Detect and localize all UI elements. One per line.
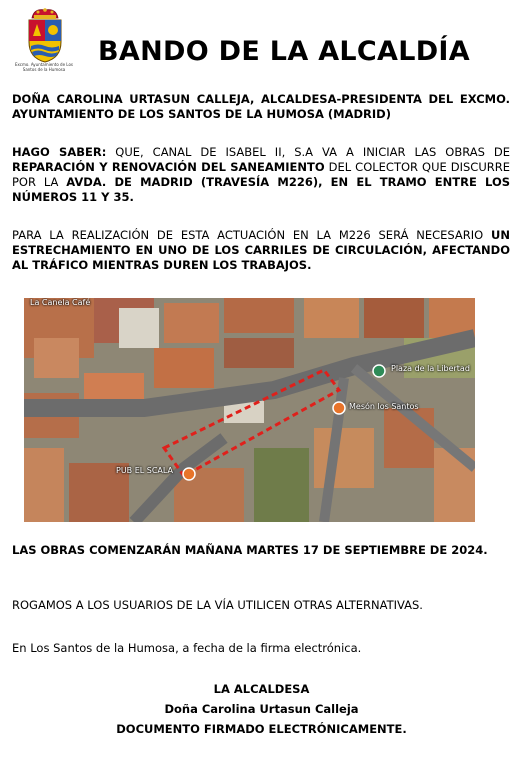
map-label-meson: Mesón los Santos xyxy=(349,402,419,411)
map-label-cafe: La Canela Café xyxy=(30,298,91,307)
signature-name: Doña Carolina Urtasun Calleja xyxy=(164,702,359,716)
notice-paragraph xyxy=(12,145,510,205)
restriction-bold: UN ESTRECHAMIENTO EN UNO DE LOS CARRILES DE CIRCULACIÓN, AFECTANDO AL TRÁFICO MIENTRAS DUREN LOS TRABAJOS. xyxy=(12,228,510,272)
notice-bold-2: AVDA. DE MADRID (TRAVESÍA M226), EN EL TRAMO ENTRE LOS NÚMEROS 11 Y 35. xyxy=(12,175,511,204)
request-paragraph: ROGAMOS A LOS USUARIOS DE LA VÍA UTILICEN OTRAS ALTERNATIVAS. xyxy=(12,598,423,612)
notice-bold-1: REPARACIÓN Y RENOVACIÓN DEL SANEAMIENTO xyxy=(12,160,325,174)
map-label-plaza: Plaza de la Libertad xyxy=(391,364,470,373)
municipal-crest-icon xyxy=(22,6,68,70)
signature-role: LA ALCALDESA xyxy=(213,682,310,696)
restriction-text: PARA LA REALIZACIÓN DE ESTA ACTUACIÓN EN LA M226 SERÁ NECESARIO xyxy=(12,228,492,242)
start-date-paragraph: LAS OBRAS COMENZARÁN MAÑANA MARTES 17 DE SEPTIEMBRE DE 2024. xyxy=(12,543,488,557)
notice-text-1: QUE, CANAL DE ISABEL II, S.A VA A INICIAR LAS OBRAS DE xyxy=(106,145,510,159)
notice-lead: HAGO SABER: xyxy=(12,145,107,159)
place-date-paragraph: En Los Santos de la Humosa, a fecha de la firma electrónica. xyxy=(12,641,362,655)
intro-paragraph: DOÑA CAROLINA URTASUN CALLEJA, ALCALDESA-PRESIDENTA DEL EXCMO. AYUNTAMIENTO DE LOS SANTOS DE LA HUMOSA (MADRID) xyxy=(12,92,510,121)
signature-note: DOCUMENTO FIRMADO ELECTRÓNICAMENTE. xyxy=(116,722,407,736)
page-title: BANDO DE LA ALCALDÍA xyxy=(98,36,470,67)
crest-caption: Excmo. Ayuntamiento de Los Santos de la Humosa xyxy=(14,62,73,72)
restriction-paragraph xyxy=(12,228,510,273)
aerial-map xyxy=(24,298,475,522)
notice-text-2: DEL COLECTOR QUE DISCURRE POR LA xyxy=(12,160,510,189)
map-label-pub: PUB EL SCALA xyxy=(116,466,174,475)
